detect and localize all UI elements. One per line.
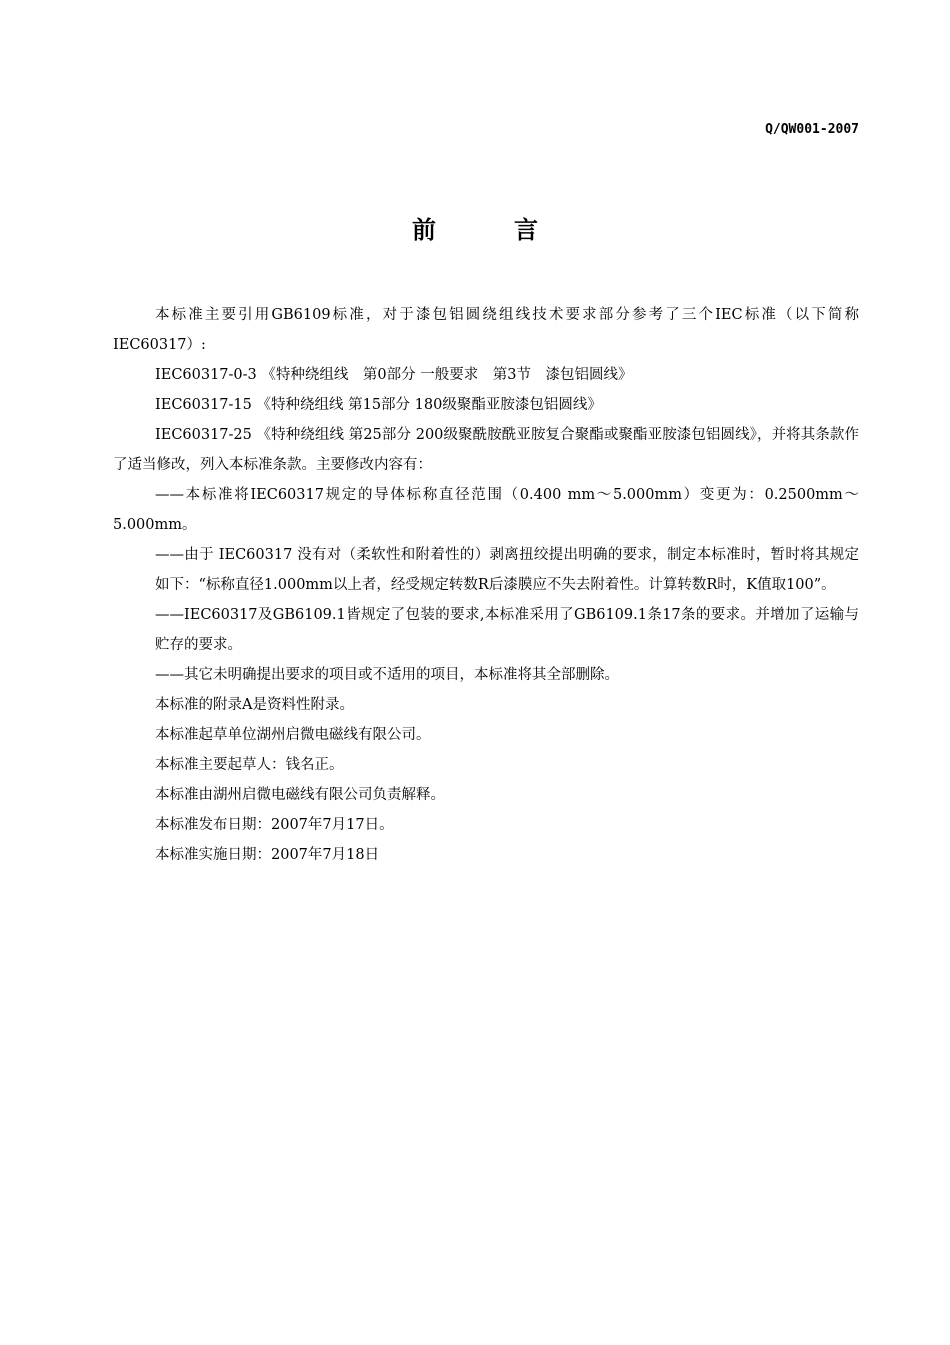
modification-packaging: ——IEC60317及GB6109.1皆规定了包装的要求,本标准采用了GB6109.1条17条的要求。并增加了运输与贮存的要求。	[155, 607, 859, 653]
modification-deleted-items: ——其它未明确提出要求的项目或不适用的项目，本标准将其全部删除。	[155, 667, 619, 683]
appendix-note: 本标准的附录A是资料性附录。	[155, 697, 354, 713]
reference-iec60317-15: IEC60317-15 《特种绕组线 第15部分 180级聚酯亚胺漆包铝圆线》	[155, 397, 602, 413]
modification-diameter-range: ——本标准将IEC60317规定的导体标称直径范围（0.400 mm～5.000mm）变更为：0.2500mm～5.000mm。	[113, 487, 859, 533]
release-date: 本标准发布日期：2007年7月17日。	[155, 817, 394, 833]
modification-peel-twist: ——由于 IEC60317 没有对（柔软性和附着性的）剥离扭绞提出明确的要求，制定本标准时，暂时将其规定如下：“标称直径1.000mm以上者，经受规定转数R后漆膜应不失去附着性。计算转数R时，K值取100”。	[155, 547, 859, 593]
reference-iec60317-0-3: IEC60317-0-3 《特种绕组线 第0部分 一般要求 第3节 漆包铝圆线》	[155, 367, 633, 383]
effective-date: 本标准实施日期：2007年7月18日	[155, 847, 380, 863]
main-drafter: 本标准主要起草人：钱名正。	[155, 757, 344, 773]
drafting-unit: 本标准起草单位湖州启微电磁线有限公司。	[155, 727, 431, 743]
interpretation-note: 本标准由湖州启微电磁线有限公司负责解释。	[155, 787, 445, 803]
intro-paragraph: 本标准主要引用GB6109标准，对于漆包铝圆绕组线技术要求部分参考了三个IEC标准（以下简称IEC60317）:	[113, 307, 859, 353]
page-title: 前言	[412, 216, 616, 244]
reference-iec60317-25: IEC60317-25 《特种绕组线 第25部分 200级聚酰胺酰亚胺复合聚酯或聚酯亚胺漆包铝圆线》，并将其条款作了适当修改，列入本标准条款。主要修改内容有：	[113, 427, 859, 473]
document-body	[113, 300, 859, 870]
document-code: Q/QW001-2007	[765, 122, 859, 137]
